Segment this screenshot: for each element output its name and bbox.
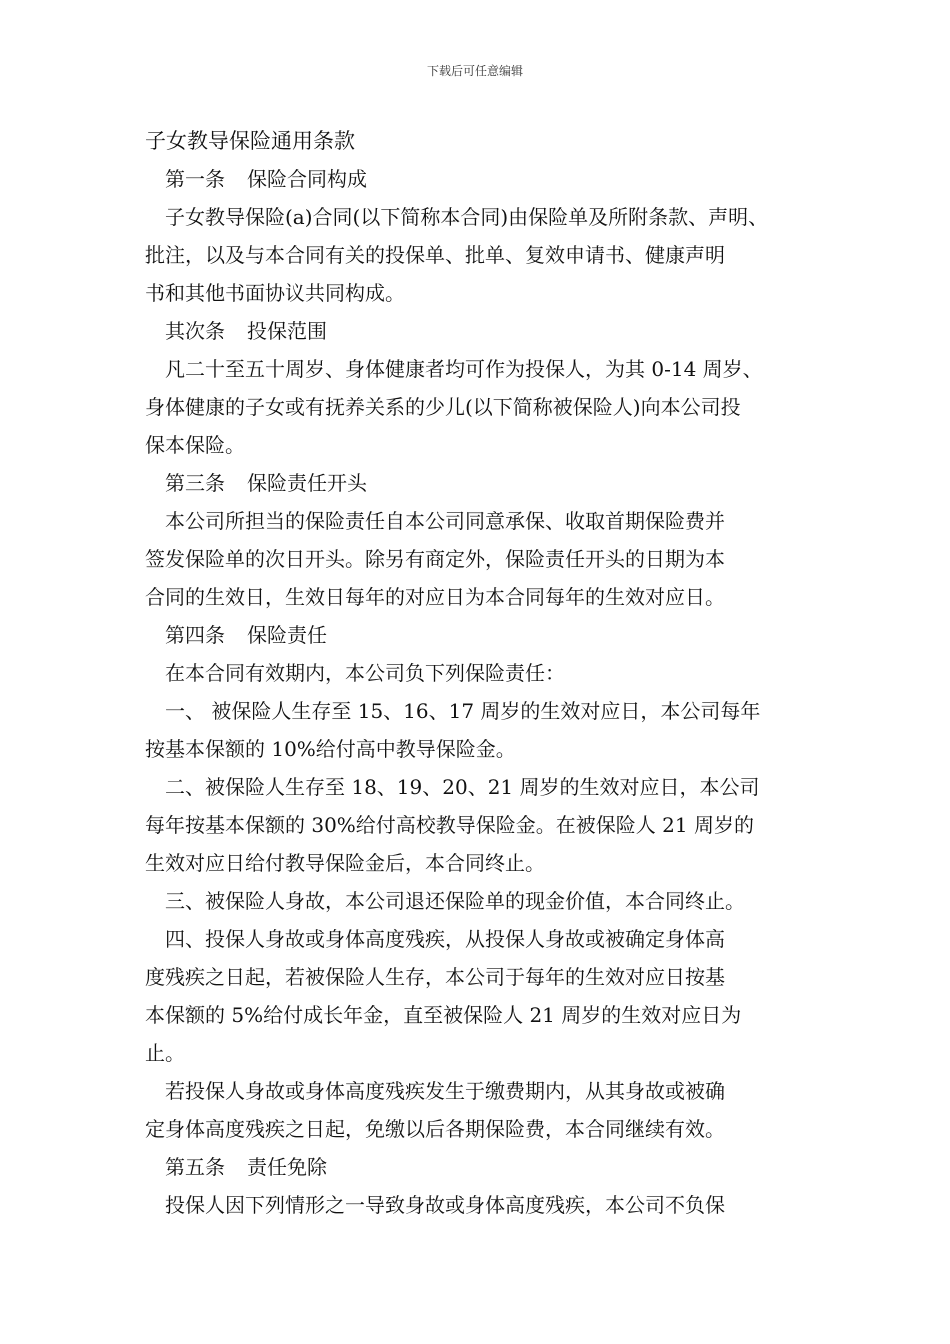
paragraph-line: 书和其他书面协议共同构成。 [145,281,405,305]
paragraph-line: 度残疾之日起，若被保险人生存，本公司于每年的生效对应日按基 [145,965,725,989]
paragraph-line: 生效对应日给付教导保险金后，本合同终止。 [145,851,545,875]
section-title: 投保范围 [247,319,327,343]
paragraph-line: 合同的生效日，生效日每年的对应日为本合同每年的生效对应日。 [145,585,725,609]
page-header-note: 下载后可任意编辑 [426,64,523,78]
section-number: 第五条 [165,1155,225,1179]
section-title: 保险责任开头 [247,471,367,495]
section-title: 保险责任 [247,623,327,647]
section-title: 保险合同构成 [247,167,367,191]
document-body [145,122,810,1224]
section-heading [145,312,810,350]
paragraph-line: 签发保险单的次日开头。除另有商定外，保险责任开头的日期为本 [145,547,725,571]
section-heading [145,1148,810,1186]
paragraph-first-line: 三、被保险人身故，本公司退还保险单的现金价值，本合同终止。 [165,889,745,913]
paragraph-line: 定身体高度残疾之日起，免缴以后各期保险费，本合同继续有效。 [145,1117,725,1141]
paragraph-first-line: 子女教导保险(a)合同(以下简称本合同)由保险单及所附条款、声明、 [165,205,769,229]
section-heading [145,160,810,198]
section-number: 第一条 [165,167,225,191]
section-heading [145,616,810,654]
paragraph-line: 保本保险。 [145,433,245,457]
paragraph-line: 按基本保额的 10%给付高中教导保险金。 [145,737,516,761]
paragraph-first-line: 一、 被保险人生存至 15、16、17 周岁的生效对应日，本公司每年 [165,699,761,723]
section-title: 责任免除 [247,1155,327,1179]
paragraph-first-line: 四、投保人身故或身体高度残疾，从投保人身故或被确定身体高 [165,927,725,951]
paragraph-line: 本保额的 5%给付成长年金，直至被保险人 21 周岁的生效对应日为 [145,1003,742,1027]
document-lines [145,160,810,1224]
section-number: 其次条 [165,319,225,343]
section-number: 第四条 [165,623,225,647]
paragraph-first-line: 投保人因下列情形之一导致身故或身体高度残疾，本公司不负保 [165,1193,725,1217]
paragraph-line: 止。 [145,1041,185,1065]
paragraph-line: 每年按基本保额的 30%给付高校教导保险金。在被保险人 21 周岁的 [145,813,754,837]
paragraph-first-line: 凡二十至五十周岁、身体健康者均可作为投保人，为其 0-14 周岁、 [165,357,763,381]
paragraph-first-line: 二、被保险人生存至 18、19、20、21 周岁的生效对应日，本公司 [165,775,760,799]
paragraph-first-line: 本公司所担当的保险责任自本公司同意承保、收取首期保险费并 [165,509,725,533]
section-heading [145,464,810,502]
section-number: 第三条 [165,471,225,495]
paragraph-first-line: 若投保人身故或身体高度残疾发生于缴费期内，从其身故或被确 [165,1079,725,1103]
paragraph-line: 身体健康的子女或有抚养关系的少儿(以下简称被保险人)向本公司投 [145,395,741,419]
document-title: 子女教导保险通用条款 [145,129,355,153]
paragraph-line: 批注，以及与本合同有关的投保单、批单、复效申请书、健康声明 [145,243,725,267]
paragraph-first-line: 在本合同有效期内，本公司负下列保险责任： [165,661,565,685]
